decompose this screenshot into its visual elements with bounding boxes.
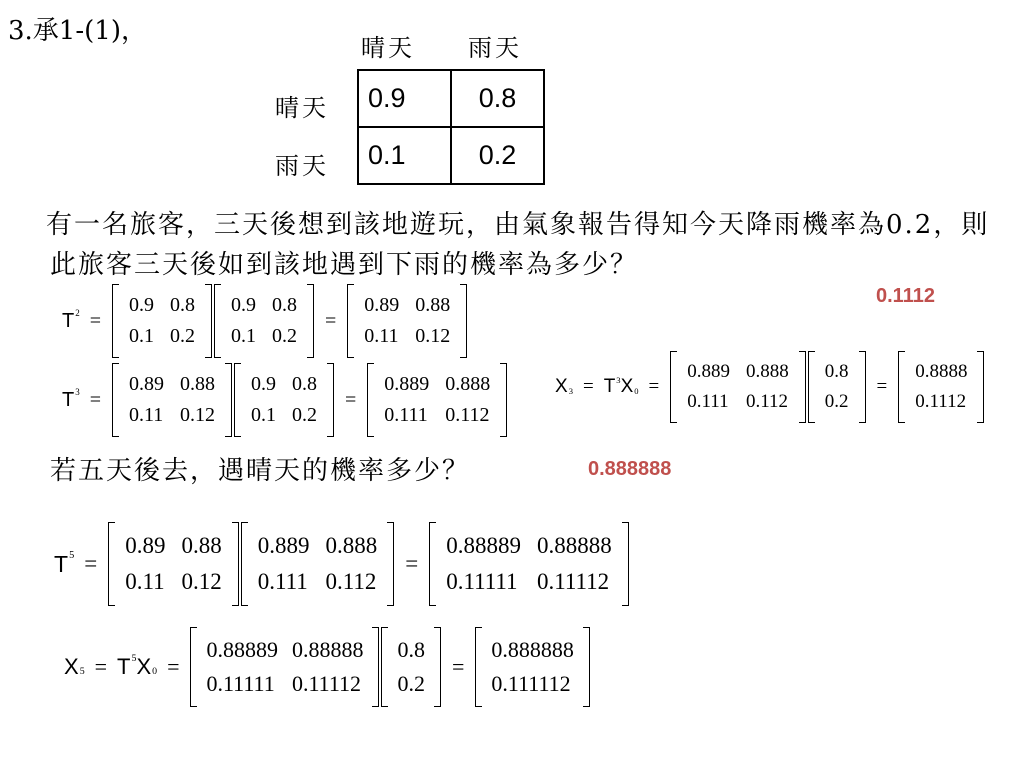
question-three-days: 有一名旅客，三天後想到該地遊玩，由氣象報告得知今天降雨機率為0.2，則此旅客三天後如到該地遇到下雨的機率為多少？ — [46, 210, 990, 280]
matrix-entry: 0.11111 — [446, 569, 518, 594]
matrix-row — [121, 400, 223, 431]
matrix-grid — [907, 357, 975, 417]
matrix-row — [390, 667, 432, 701]
matrix-entry: 0.2 — [292, 404, 317, 426]
matrix-row — [438, 564, 620, 600]
matrix-row — [121, 369, 223, 400]
matrix-entry: 0.2 — [272, 325, 297, 347]
matrix-grid — [199, 633, 370, 701]
matrix — [475, 627, 590, 707]
matrix — [808, 351, 866, 423]
equals-sign: = — [582, 376, 594, 397]
matrix-entry: 0.889 — [384, 373, 430, 395]
equals-sign: = — [345, 388, 357, 411]
equals-sign: = — [167, 654, 180, 679]
matrix-row — [817, 357, 857, 387]
matrix-entry: 0.112 — [325, 569, 377, 594]
transition-table — [357, 69, 545, 185]
state-vector-symbol: X — [555, 376, 568, 397]
equals-sign: = — [648, 376, 660, 397]
matrix-row — [679, 357, 797, 387]
slide-title: 3.承1-(1)， — [8, 16, 147, 46]
matrix-row — [390, 633, 432, 667]
matrix-entry: 0.88 — [181, 533, 222, 558]
state-index: 5 — [79, 665, 85, 677]
matrix-entry: 0.888 — [746, 361, 789, 382]
matrix-entry: 0.89 — [125, 533, 166, 558]
col-header-sunny: 晴天 — [361, 34, 415, 62]
matrix-t-symbol: T — [54, 550, 69, 577]
matrix-entry: 0.89 — [129, 373, 164, 395]
matrix — [381, 627, 441, 707]
matrix-grid — [223, 290, 305, 352]
matrix — [670, 351, 806, 423]
matrix — [190, 627, 379, 707]
matrix-entry: 0.88 — [180, 373, 215, 395]
matrix-entry: 0.8 — [397, 637, 425, 662]
equals-sign: = — [84, 551, 98, 576]
matrix-entry: 0.111 — [384, 404, 428, 426]
matrix-row — [199, 667, 370, 701]
matrix-entry: 0.112 — [445, 404, 490, 426]
matrix-grid — [243, 369, 325, 431]
power-exponent: 3 — [616, 374, 621, 385]
row-header-sunny: 晴天 — [275, 94, 329, 122]
matrix-entry: 0.888888 — [491, 637, 574, 662]
matrix-t-symbol: T — [62, 388, 75, 411]
matrix-entry: 0.888 — [445, 373, 491, 395]
matrix-entry: 0.8 — [292, 373, 317, 395]
matrix-row — [223, 290, 305, 321]
matrix-row — [117, 528, 230, 564]
power-exponent: 2 — [75, 308, 80, 319]
matrix-entry: 0.1 — [251, 404, 276, 426]
equation-t-squared — [62, 284, 468, 358]
matrix-row — [484, 633, 581, 667]
matrix-entry: 0.88 — [415, 294, 451, 316]
matrix-entry: 0.89 — [364, 294, 400, 316]
matrix-entry: 0.1 — [129, 325, 154, 347]
state-vector-symbol: X — [64, 654, 79, 679]
table-cell: 0.9 — [358, 70, 451, 127]
equation-t-cubed — [62, 363, 508, 437]
matrix-grid — [117, 528, 230, 600]
power-exponent: 5 — [131, 653, 137, 665]
matrix-row — [484, 667, 581, 701]
matrix-row — [243, 369, 325, 400]
matrix-entry: 0.11112 — [536, 569, 610, 594]
matrix-entry: 0.9 — [251, 373, 276, 395]
matrix-entry: 0.111 — [687, 391, 729, 412]
state-index: 3 — [568, 385, 573, 396]
equals-sign: = — [89, 309, 101, 332]
matrix-entry: 0.8 — [272, 294, 297, 316]
matrix-row — [243, 400, 325, 431]
matrix-row — [121, 290, 203, 321]
question-five-days: 若五天後去，遇晴天的機率多少？ — [50, 456, 471, 486]
matrix-t-symbol: T — [62, 309, 75, 332]
matrix — [347, 284, 467, 358]
matrix-grid — [817, 357, 857, 417]
matrix — [898, 351, 984, 423]
row-header-rainy: 雨天 — [275, 152, 329, 180]
matrix — [429, 522, 629, 606]
matrix-entry: 0.2 — [397, 671, 425, 696]
answer-five-days: 0.888888 — [588, 458, 672, 480]
equation-x3 — [555, 351, 985, 423]
matrix-entry: 0.12 — [415, 325, 451, 347]
matrix-entry: 0.8888 — [915, 361, 968, 382]
matrix-entry: 0.88889 — [206, 637, 278, 662]
matrix-entry: 0.11112 — [291, 671, 362, 696]
matrix-row — [817, 387, 857, 417]
matrix-row — [117, 564, 230, 600]
matrix-entry: 0.111 — [257, 569, 308, 594]
matrix-row — [356, 290, 458, 321]
matrix-entry: 0.888 — [325, 533, 378, 558]
matrix-entry: 0.11111 — [206, 671, 275, 696]
answer-three-days: 0.1112 — [876, 285, 935, 307]
table-row — [358, 70, 544, 127]
matrix-entry: 0.11 — [364, 325, 399, 347]
power-exponent: 3 — [75, 387, 80, 398]
matrix-t-symbol: T — [603, 376, 616, 397]
matrix-row — [199, 633, 370, 667]
equals-sign: = — [94, 654, 108, 679]
matrix-row — [250, 528, 386, 564]
matrix-entry: 0.11 — [125, 569, 165, 594]
matrix-grid — [250, 528, 386, 600]
matrix-entry: 0.88889 — [446, 533, 521, 558]
matrix-grid — [484, 633, 581, 701]
matrix-row — [376, 400, 498, 431]
equals-sign: = — [89, 388, 101, 411]
matrix-entry: 0.111112 — [491, 671, 571, 696]
matrix-t-symbol: T — [117, 654, 131, 679]
matrix-grid — [121, 369, 223, 431]
matrix — [108, 522, 239, 606]
matrix-entry: 0.8 — [824, 361, 849, 382]
matrix-grid — [438, 528, 620, 600]
matrix — [112, 284, 212, 358]
equals-sign: = — [405, 551, 419, 576]
matrix-entry: 0.9 — [129, 294, 154, 316]
matrix-entry: 0.9 — [231, 294, 256, 316]
matrix-grid — [121, 290, 203, 352]
equals-sign: = — [325, 309, 337, 332]
matrix — [234, 363, 334, 437]
matrix-row — [907, 357, 975, 387]
matrix-entry: 0.2 — [824, 391, 849, 412]
matrix-grid — [356, 290, 458, 352]
matrix-entry: 0.1 — [231, 325, 256, 347]
col-header-rainy: 雨天 — [468, 34, 522, 62]
matrix-grid — [679, 357, 797, 417]
table-cell: 0.8 — [451, 70, 544, 127]
table-cell: 0.2 — [451, 127, 544, 184]
power-exponent: 5 — [69, 549, 75, 561]
matrix-row — [250, 564, 386, 600]
matrix — [367, 363, 507, 437]
matrix — [112, 363, 232, 437]
matrix-entry: 0.889 — [257, 533, 310, 558]
initial-vector-symbol: X — [136, 654, 152, 679]
matrix-entry: 0.88888 — [291, 637, 364, 662]
matrix-row — [376, 369, 498, 400]
table-cell: 0.1 — [358, 127, 451, 184]
equation-x5 — [64, 627, 591, 707]
matrix-row — [679, 387, 797, 417]
matrix — [214, 284, 314, 358]
matrix-entry: 0.8 — [170, 294, 195, 316]
matrix-entry: 0.88888 — [536, 533, 612, 558]
matrix-grid — [376, 369, 498, 431]
matrix-entry: 0.1112 — [915, 391, 967, 412]
table-row — [358, 127, 544, 184]
matrix-entry: 0.11 — [129, 404, 164, 426]
state-index: 0 — [152, 665, 158, 677]
matrix-entry: 0.12 — [181, 569, 222, 594]
matrix-row — [356, 321, 458, 352]
equals-sign: = — [451, 654, 465, 679]
matrix-entry: 0.112 — [746, 391, 789, 412]
matrix-row — [907, 387, 975, 417]
matrix-entry: 0.889 — [687, 361, 731, 382]
equation-t-fifth — [54, 522, 630, 606]
matrix-row — [438, 528, 620, 564]
initial-vector-symbol: X — [620, 376, 634, 397]
matrix — [241, 522, 395, 606]
matrix-entry: 0.2 — [170, 325, 195, 347]
equals-sign: = — [876, 376, 888, 397]
state-index: 0 — [634, 385, 639, 396]
matrix-entry: 0.12 — [180, 404, 215, 426]
matrix-row — [121, 321, 203, 352]
matrix-grid — [390, 633, 432, 701]
matrix-row — [223, 321, 305, 352]
